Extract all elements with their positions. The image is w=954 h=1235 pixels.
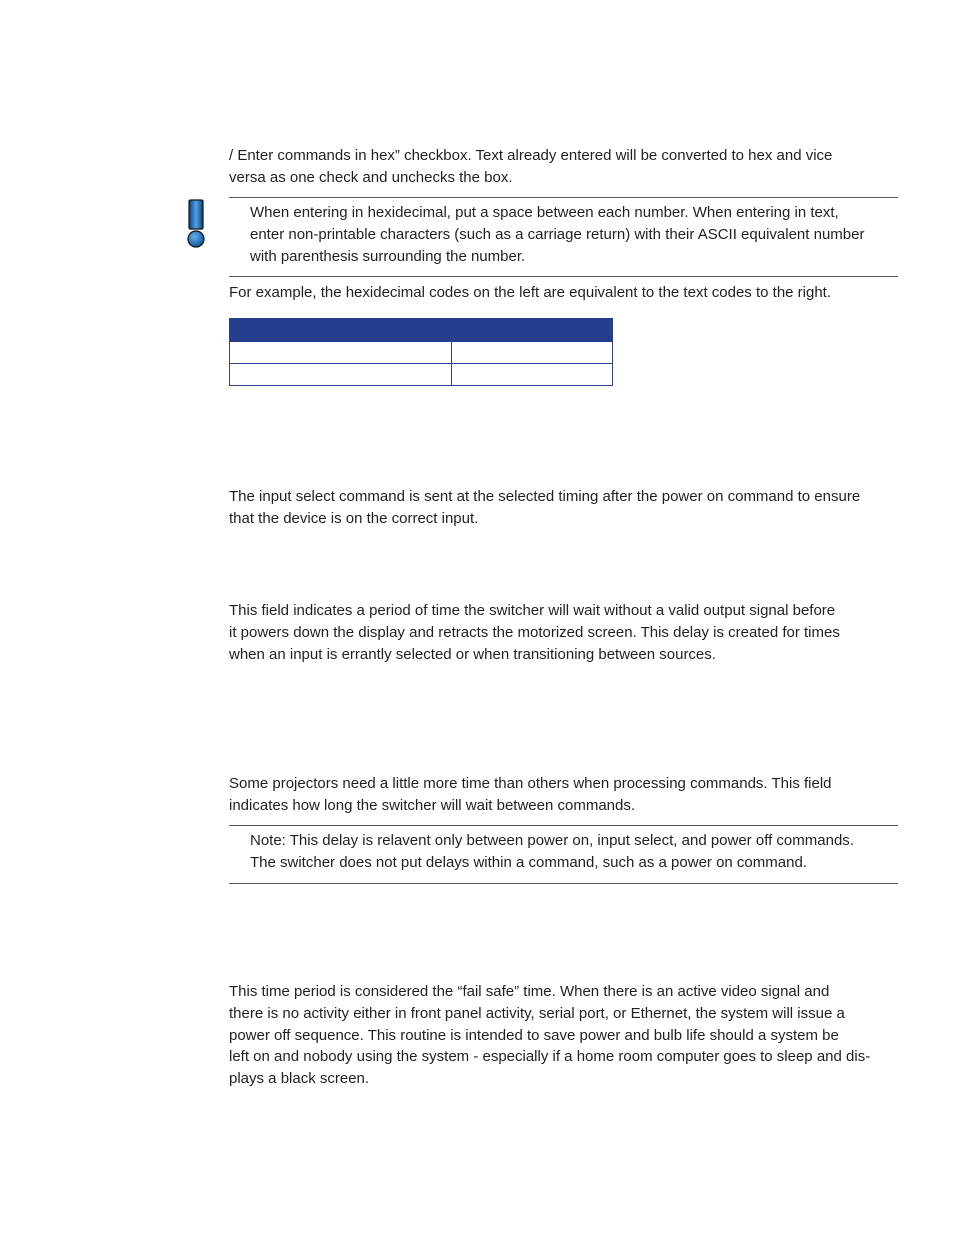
input-select-paragraph bbox=[229, 486, 901, 530]
table-header-row bbox=[230, 319, 613, 342]
text-line: left on and nobody using the system - especially if a home room computer goes to sleep and dis- bbox=[229, 1048, 871, 1066]
table-row bbox=[230, 342, 613, 364]
text-line: plays a black screen. bbox=[229, 1070, 370, 1088]
command-delay-paragraph bbox=[229, 773, 901, 817]
text-line: enter non-printable characters (such as a carriage return) with their ASCII equivalent number bbox=[250, 225, 865, 243]
table-row bbox=[230, 364, 613, 386]
hex-code-cell bbox=[230, 364, 452, 386]
text-line: When entering in hexidecimal, put a space between each number. When entering in text, bbox=[250, 204, 839, 221]
fail-safe-paragraph bbox=[229, 981, 901, 1090]
text-line: with parenthesis surrounding the number. bbox=[250, 247, 526, 265]
text-line: it powers down the display and retracts the motorized screen. This delay is created for times bbox=[229, 623, 840, 641]
exclamation-icon bbox=[186, 199, 206, 249]
text-line: / Enter commands in hex” checkbox. Text already entered will be converted to hex and vice bbox=[229, 147, 833, 164]
text-line: versa as one check and unchecks the box. bbox=[229, 168, 513, 186]
hex-note-text bbox=[250, 202, 898, 267]
text-line: power off sequence. This routine is intended to save power and bulb life should a system be bbox=[229, 1026, 839, 1044]
hex-code-cell bbox=[230, 342, 452, 364]
text-line: that the device is on the correct input. bbox=[229, 509, 479, 527]
text-code-cell bbox=[452, 342, 613, 364]
hex-note-box bbox=[229, 197, 898, 277]
text-line: Note: This delay is relavent only between power on, input select, and power off commands. bbox=[250, 832, 854, 849]
text-line: This field indicates a period of time the switcher will wait without a valid output signal before bbox=[229, 602, 836, 619]
text-line: when an input is errantly selected or when transitioning between sources. bbox=[229, 645, 716, 663]
text-code-cell bbox=[452, 364, 613, 386]
example-intro-paragraph: For example, the hexidecimal codes on the left are equivalent to the text codes to the right. bbox=[229, 284, 832, 301]
text-line: there is no activity either in front panel activity, serial port, or Ethernet, the system will issue a bbox=[229, 1004, 845, 1022]
table-header bbox=[230, 319, 613, 342]
delay-note-box bbox=[229, 825, 898, 884]
text-line: Some projectors need a little more time than others when processing commands. This field bbox=[229, 775, 832, 792]
text-line: The input select command is sent at the selected timing after the power on command to ensure bbox=[229, 488, 861, 505]
text-line: The switcher does not put delays within a command, such as a power on command. bbox=[250, 853, 807, 871]
delay-note-text bbox=[250, 830, 898, 874]
text-line: This time period is considered the “fail safe” time. When there is an active video signal and bbox=[229, 983, 830, 1000]
signal-delay-paragraph bbox=[229, 600, 901, 665]
hex-checkbox-paragraph bbox=[229, 145, 901, 189]
text-line: indicates how long the switcher will wait between commands. bbox=[229, 796, 636, 814]
code-equivalence-table bbox=[229, 318, 613, 386]
